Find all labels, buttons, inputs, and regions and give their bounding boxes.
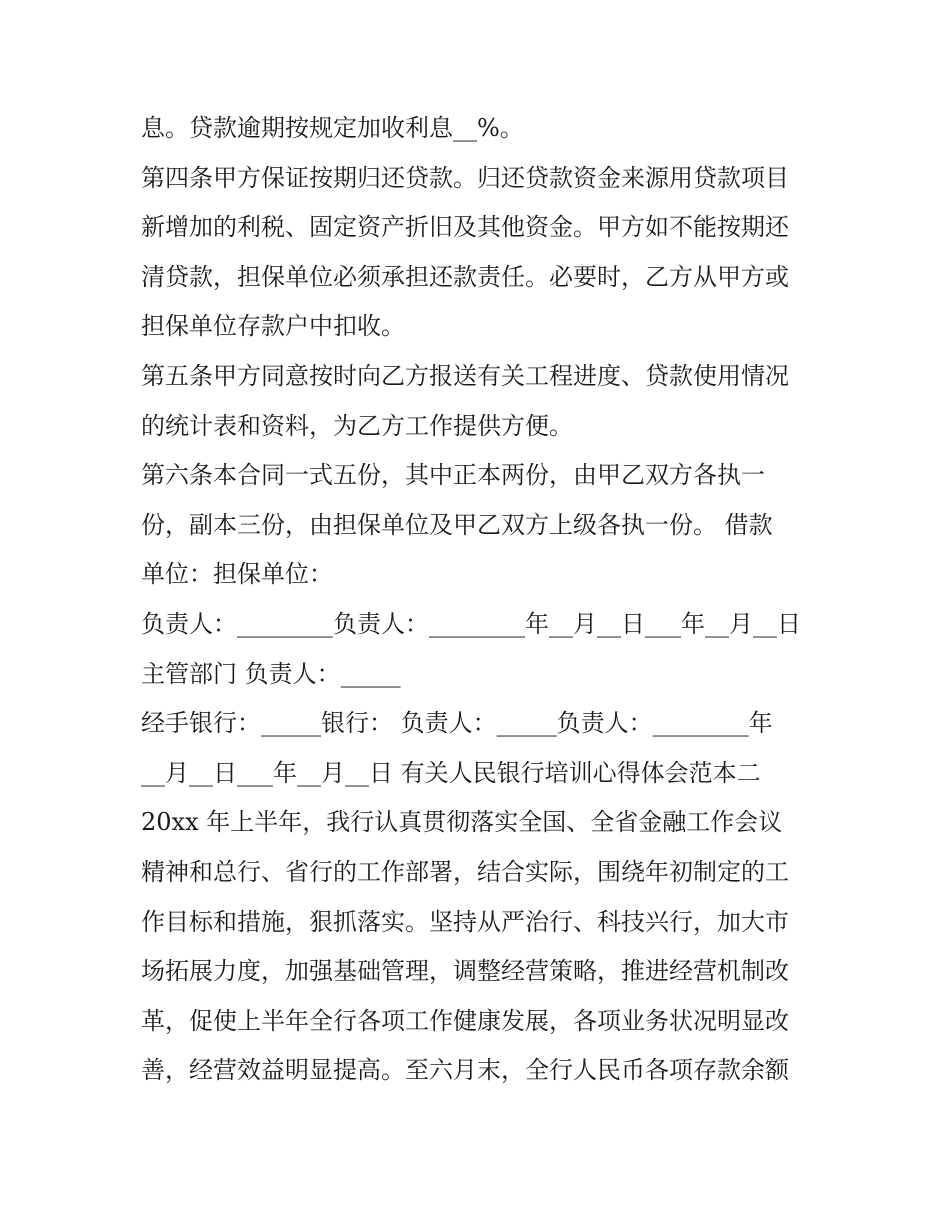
text-line: 第六条本合同一式五份，其中正本两份，由甲乙双方各执一	[141, 461, 765, 490]
document-body	[141, 104, 821, 1096]
text-line: 第四条甲方保证按期归还贷款。归还贷款资金来源用贷款项目	[141, 163, 789, 192]
text-line: 单位：担保单位：	[141, 560, 333, 589]
text-line: 20xx 年上半年，我行认真贯彻落实全国、全省金融工作会议	[141, 808, 783, 837]
text-line: 新增加的利税、固定资产折旧及其他资金。甲方如不能按期还	[141, 213, 789, 242]
text-line: 第五条甲方同意按时向乙方报送有关工程进度、贷款使用情况	[141, 361, 789, 390]
text-line: 的统计表和资料，为乙方工作提供方便。	[141, 411, 573, 440]
text-line: 革，促使上半年全行各项工作健康发展，各项业务状况明显改	[141, 1006, 789, 1035]
text-line: 经手银行：_____银行： 负责人：_____负责人：________年	[141, 709, 773, 738]
text-line: 息。贷款逾期按规定加收利息__%。	[141, 114, 524, 142]
text-line: 作目标和措施，狠抓落实。坚持从严治行、科技兴行，加大市	[141, 907, 789, 936]
text-line: 场拓展力度，加强基础管理，调整经营策略，推进经营机制改	[141, 957, 789, 986]
text-line: 担保单位存款户中扣收。	[141, 312, 405, 341]
text-line: 份，副本三份，由担保单位及甲乙双方上级各执一份。 借款	[141, 510, 773, 539]
text-line: __月__日___年__月__日 有关人民银行培训心得体会范本二	[141, 758, 761, 787]
text-line: 主管部门 负责人：_____	[141, 659, 401, 688]
text-line: 精神和总行、省行的工作部署，结合实际，围绕年初制定的工	[141, 857, 789, 886]
text-line: 负责人：________负责人：________年__月__日___年__月__日	[141, 609, 801, 638]
text-line: 善，经营效益明显提高。至六月末，全行人民币各项存款余额	[141, 1056, 789, 1085]
text-line: 清贷款，担保单位必须承担还款责任。必要时，乙方从甲方或	[141, 262, 789, 291]
